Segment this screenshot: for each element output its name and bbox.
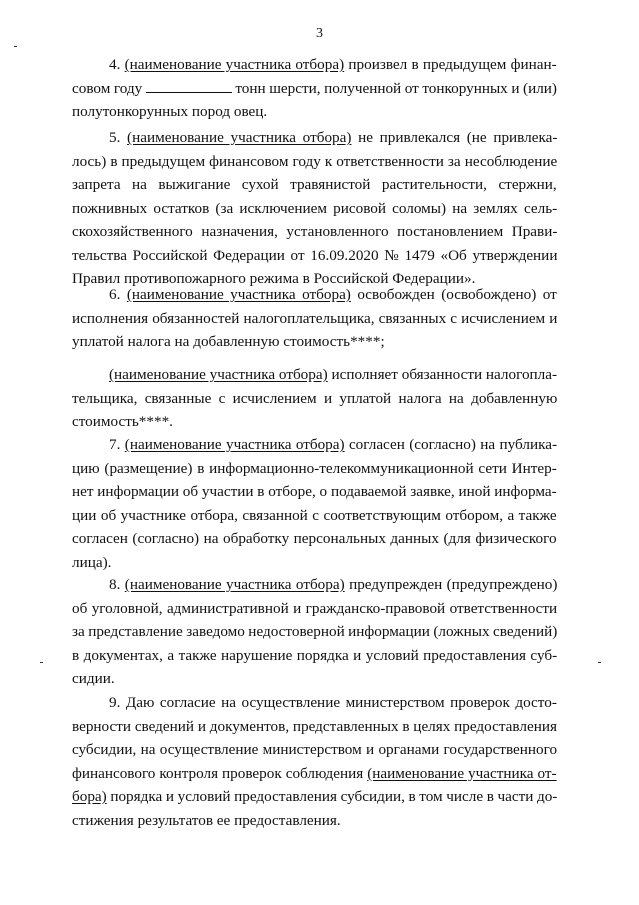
text-segment: совом году bbox=[72, 79, 146, 97]
text-segment: сидии. bbox=[72, 670, 115, 687]
text-segment: тельщика, связанные с исчислением и уплатой налога на добавленную bbox=[72, 389, 558, 407]
text-line bbox=[72, 175, 557, 195]
participant-name-placeholder: (наименование участника отбора) bbox=[126, 286, 351, 303]
text-segment: тонн шерсти, полученной от тонкорунных и (или) bbox=[231, 79, 557, 97]
text-segment: полутонкорунных пород овец. bbox=[72, 103, 268, 120]
text-segment: освобожден (освобождено) от bbox=[350, 286, 557, 303]
text-line bbox=[72, 102, 267, 122]
participant-name-placeholder: (наименование участника отбора) bbox=[124, 56, 345, 73]
text-line bbox=[72, 740, 557, 760]
text-line bbox=[109, 285, 557, 305]
text-line bbox=[72, 599, 557, 619]
text-segment: в документах, а также нарушение порядка и условий предоставления суб- bbox=[72, 646, 558, 664]
text-segment: 4. bbox=[109, 56, 125, 73]
page-number: 3 bbox=[316, 26, 323, 41]
text-segment: об уголовной, административной и гражданско-правовой ответственности bbox=[72, 599, 558, 617]
text-line bbox=[72, 764, 557, 784]
text-segment: ции об участнике отбора, связанной с соответствующим отбором, а также bbox=[72, 506, 557, 524]
text-segment: согласен (согласно) на обработку персональных данных (для физического bbox=[72, 530, 557, 547]
text-segment: стоимость****. bbox=[72, 413, 173, 430]
text-line bbox=[72, 459, 557, 479]
text-segment: 7. bbox=[109, 436, 125, 453]
text-line bbox=[109, 128, 557, 148]
text-line bbox=[72, 811, 341, 831]
text-line bbox=[72, 529, 557, 549]
text-segment: согласен (согласно) на публика- bbox=[344, 436, 558, 453]
text-segment: предупрежден (предупреждено) bbox=[344, 576, 558, 593]
text-segment: 5. bbox=[109, 129, 128, 146]
text-segment: запрета на выжигание сухой травянистой растительности, стержни, bbox=[72, 176, 557, 193]
participant-name-placeholder: бора) bbox=[72, 788, 107, 805]
text-segment: нет информации об участии в отборе, о подаваемой заявке, иной информа- bbox=[72, 483, 557, 500]
text-segment: лось) в предыдущем финансовом году к ответственности за несоблюдение bbox=[72, 152, 558, 170]
text-line bbox=[72, 506, 557, 526]
text-line bbox=[109, 575, 557, 595]
participant-name-placeholder: (наименование участника отбора) bbox=[127, 129, 352, 146]
text-segment: верности сведений и документов, представленных в целях предоставления bbox=[72, 717, 557, 735]
text-segment: 9. Даю согласие на осуществление министерством проверок досто- bbox=[109, 694, 557, 711]
participant-name-placeholder: (наименование участника отбора) bbox=[124, 576, 345, 593]
scan-speck bbox=[598, 662, 601, 663]
text-line bbox=[72, 622, 557, 642]
text-segment: цию (размещение) в информационно-телекоммуникационной сети Интер- bbox=[72, 459, 557, 477]
text-line bbox=[72, 412, 173, 432]
participant-name-placeholder: (наименование участника от- bbox=[367, 764, 557, 782]
text-line bbox=[72, 152, 557, 172]
text-segment: не привлекался (не привлека- bbox=[351, 129, 558, 146]
text-line bbox=[72, 646, 557, 666]
text-segment: исполняет обязанности налогопла- bbox=[327, 366, 558, 383]
text-segment: 8. bbox=[109, 576, 125, 593]
scan-speck bbox=[14, 46, 17, 47]
text-segment: стижения результатов ее предоставления. bbox=[72, 811, 341, 829]
text-segment: исполнения обязанностей налогоплательщика, связанных с исчислением и bbox=[72, 309, 558, 327]
text-segment: 6. bbox=[109, 286, 127, 303]
text-segment: пожнивных остатков (за исключением рисовой соломы) на землях сель- bbox=[72, 199, 558, 217]
text-line bbox=[72, 389, 557, 409]
text-line bbox=[72, 332, 385, 352]
text-line bbox=[72, 309, 557, 329]
text-segment: финансового контроля проверок соблюдения bbox=[72, 764, 368, 782]
text-segment: тельства Российской Федерации от 16.09.2020 № 1479 «Об утверждении bbox=[72, 246, 558, 264]
text-line bbox=[109, 365, 557, 385]
fill-in-blank bbox=[146, 80, 232, 93]
text-line bbox=[72, 787, 557, 807]
text-line bbox=[109, 435, 557, 455]
participant-name-placeholder: (наименование участника отбора) bbox=[124, 436, 345, 453]
text-segment: Правил противопожарного режима в Российской Федерации». bbox=[72, 270, 476, 287]
text-line bbox=[72, 669, 115, 689]
text-line bbox=[72, 482, 557, 502]
text-line bbox=[109, 55, 557, 75]
text-line bbox=[109, 693, 557, 713]
text-segment: лица). bbox=[72, 553, 112, 571]
text-segment: порядка и условий предоставления субсидии, в том числе в части до- bbox=[106, 788, 558, 805]
scan-speck bbox=[40, 662, 43, 663]
text-line bbox=[72, 246, 557, 266]
text-line bbox=[72, 199, 557, 219]
text-line bbox=[72, 553, 111, 573]
text-segment: произвел в предыдущем финан- bbox=[344, 56, 557, 73]
text-segment: за представление заведомо недостоверной информации (ложных сведений) bbox=[72, 623, 558, 640]
text-line bbox=[72, 717, 557, 737]
text-line bbox=[72, 222, 557, 242]
text-segment: субсидии, на осуществление министерством и органами государственного bbox=[72, 741, 558, 758]
participant-name-placeholder: (наименование участника отбора) bbox=[109, 366, 328, 383]
text-segment: скохозяйственного назначения, установленного постановлением Прави- bbox=[72, 223, 558, 240]
text-segment: уплатой налога на добавленную стоимость****; bbox=[72, 333, 385, 350]
text-line bbox=[72, 79, 557, 99]
